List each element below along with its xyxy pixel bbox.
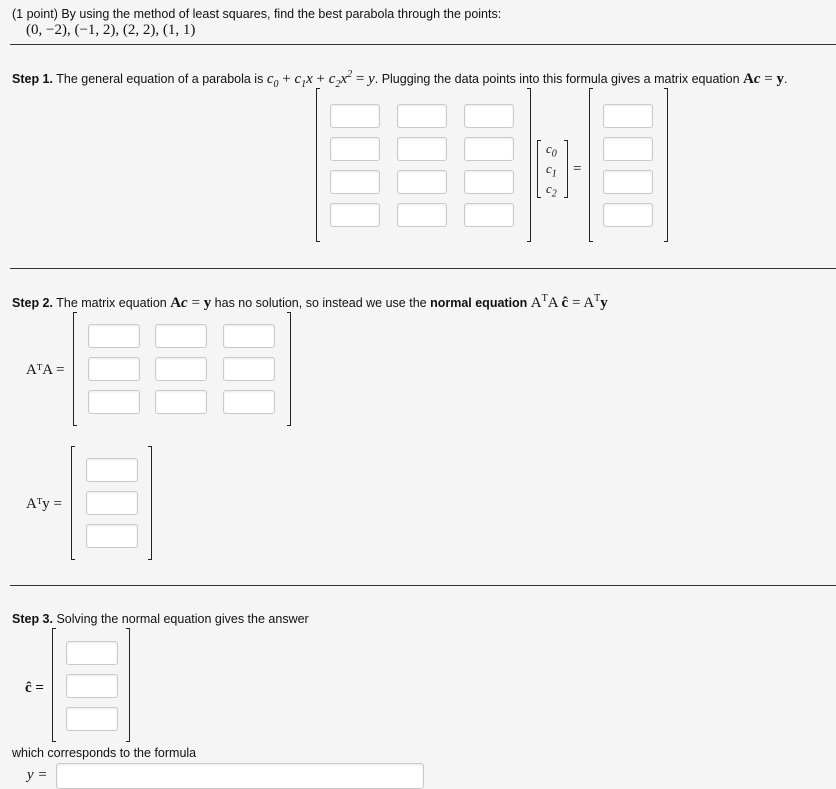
- ata-cell-2-3[interactable]: [223, 357, 275, 381]
- y-vector-left-bracket: [589, 88, 593, 242]
- normal-equation-label: normal equation: [430, 296, 528, 310]
- problem-statement: (1 point) By using the method of least squares, find the best parabola through the points:: [12, 7, 502, 21]
- ata-cell-1-3[interactable]: [223, 324, 275, 348]
- a-cell-4-1[interactable]: [330, 203, 380, 227]
- ata-cell-3-1[interactable]: [88, 390, 140, 414]
- ata-cell-2-2[interactable]: [155, 357, 207, 381]
- formula-text: which corresponds to the formula: [12, 746, 197, 760]
- step3-text: Step 3. Solving the normal equation gives the answer: [12, 612, 309, 626]
- aty-left-bracket: [71, 446, 75, 560]
- c-hat-right-bracket: [126, 628, 130, 742]
- y-vector-right-bracket: [664, 88, 668, 242]
- c-hat-cell-2[interactable]: [66, 674, 118, 698]
- ata-cell-3-3[interactable]: [223, 390, 275, 414]
- ata-cell-1-1[interactable]: [88, 324, 140, 348]
- a-cell-4-2[interactable]: [397, 203, 447, 227]
- step1-label: Step 1.: [12, 72, 53, 86]
- a-cell-1-1[interactable]: [330, 104, 380, 128]
- matrix-a-left-bracket: [316, 88, 320, 242]
- step2-label: Step 2.: [12, 296, 53, 310]
- step3-label: Step 3.: [12, 612, 53, 626]
- a-cell-3-1[interactable]: [330, 170, 380, 194]
- aty-cell-3[interactable]: [86, 524, 138, 548]
- c-hat-label: ĉ =: [25, 680, 44, 696]
- a-cell-3-2[interactable]: [397, 170, 447, 194]
- y-equals-label: y =: [27, 767, 48, 783]
- a-cell-3-3[interactable]: [464, 170, 514, 194]
- ata-right-bracket: [287, 312, 291, 426]
- c1-label: $c_1$: [546, 161, 557, 180]
- a-cell-2-2[interactable]: [397, 137, 447, 161]
- divider: [10, 44, 836, 45]
- aty-right-bracket: [148, 446, 152, 560]
- c-vector-left-bracket: [537, 140, 541, 198]
- y-cell-1[interactable]: [603, 104, 653, 128]
- step1-text: Step 1. The general equation of a parabola is $c_0 + c_1x + c_2x^2 = y$. Plugging the data points into this formula gives a matrix equation Ac = y.: [12, 69, 788, 90]
- divider: [10, 585, 836, 586]
- c2-label: $c_2$: [546, 181, 557, 200]
- ata-cell-2-1[interactable]: [88, 357, 140, 381]
- aty-cell-1[interactable]: [86, 458, 138, 482]
- c-hat-cell-3[interactable]: [66, 707, 118, 731]
- ata-label: AᵀA =: [26, 362, 65, 378]
- c-hat-cell-1[interactable]: [66, 641, 118, 665]
- a-cell-4-3[interactable]: [464, 203, 514, 227]
- ata-left-bracket: [73, 312, 77, 426]
- ata-cell-3-2[interactable]: [155, 390, 207, 414]
- c-hat-left-bracket: [52, 628, 56, 742]
- normal-equation: $A^TA$ ĉ = $A^Ty$: [530, 293, 608, 311]
- divider: [10, 268, 836, 269]
- aty-label: Aᵀy =: [26, 496, 62, 512]
- parabola-equation: $c_0 + c_1x + c_2x^2 = y$: [266, 69, 375, 90]
- y-cell-2[interactable]: [603, 137, 653, 161]
- step2-text: Step 2. The matrix equation Ac = y has no solution, so instead we use the normal equation $A^TA$ ĉ = $A^Ty$: [12, 293, 608, 311]
- ata-cell-1-2[interactable]: [155, 324, 207, 348]
- a-cell-1-2[interactable]: [397, 104, 447, 128]
- c0-label: $c_0$: [546, 141, 557, 160]
- aty-cell-2[interactable]: [86, 491, 138, 515]
- formula-input[interactable]: [56, 763, 424, 789]
- equals-sign: =: [573, 161, 582, 177]
- matrix-a-right-bracket: [527, 88, 531, 242]
- a-cell-1-3[interactable]: [464, 104, 514, 128]
- problem-points: (0, −2), (−1, 2), (2, 2), (1, 1): [26, 22, 196, 38]
- y-cell-4[interactable]: [603, 203, 653, 227]
- c-vector-right-bracket: [564, 140, 568, 198]
- y-cell-3[interactable]: [603, 170, 653, 194]
- matrix-equation: Ac = y: [743, 71, 785, 87]
- a-cell-2-1[interactable]: [330, 137, 380, 161]
- a-cell-2-3[interactable]: [464, 137, 514, 161]
